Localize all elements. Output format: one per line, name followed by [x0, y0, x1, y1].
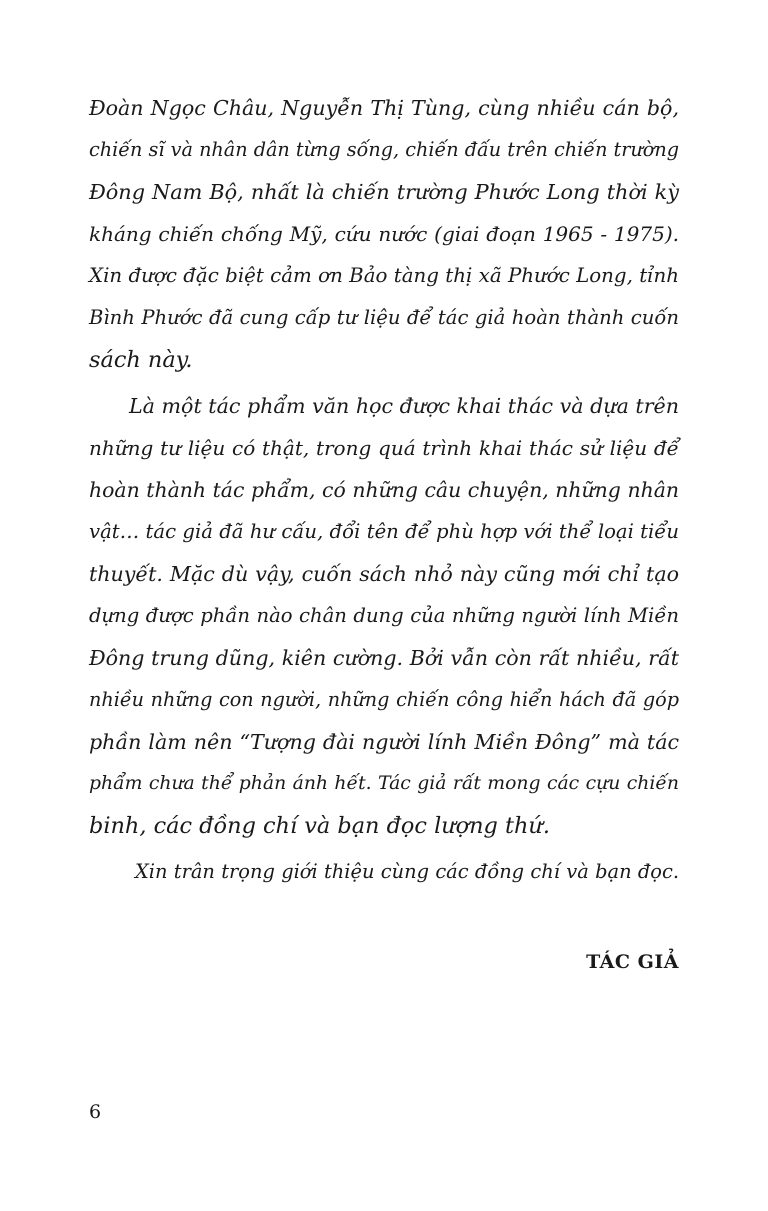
- text-line: Xin trân trọng giới thiệu cùng các đồng chí và bạn đọc.: [135, 860, 679, 883]
- text-line: Bình Phước đã cung cấp tư liệu để tác giả hoàn thành cuốn: [89, 306, 679, 329]
- text-line: binh, các đồng chí và bạn đọc lượng thứ.: [89, 813, 550, 839]
- text-line: Đông Nam Bộ, nhất là chiến trường Phước Long thời kỳ: [89, 180, 679, 204]
- text-line: Đoàn Ngọc Châu, Nguyễn Thị Tùng, cùng nhiều cán bộ,: [89, 96, 679, 120]
- text-line: phần làm nên “Tượng đài người lính Miền Đông” mà tác: [89, 730, 679, 754]
- text-line: Là một tác phẩm văn học được khai thác và dựa trên: [129, 394, 679, 418]
- text-line: thuyết. Mặc dù vậy, cuốn sách nhỏ này cũng mới chỉ tạo: [89, 562, 679, 586]
- text-line: nhiều những con người, những chiến công hiển hách đã góp: [89, 688, 679, 711]
- text-line: Đông trung dũng, kiên cường. Bởi vẫn còn rất nhiều, rất: [89, 646, 679, 670]
- text-line: phẩm chưa thể phản ánh hết. Tác giả rất mong các cựu chiến: [89, 773, 679, 794]
- text-line: hoàn thành tác phẩm, có những câu chuyện, những nhân: [89, 478, 679, 502]
- text-line: vật… tác giả đã hư cấu, đổi tên để phù hợp với thể loại tiểu: [89, 520, 679, 543]
- text-line: sách này.: [89, 347, 193, 373]
- page-number: 6: [89, 1101, 102, 1123]
- text-line: Xin được đặc biệt cảm ơn Bảo tàng thị xã Phước Long, tỉnh: [89, 264, 679, 287]
- paragraph-acknowledgements: [89, 87, 679, 381]
- text-line: những tư liệu có thật, trong quá trình khai thác sử liệu để: [89, 436, 679, 460]
- author-signature: TÁC GIẢ: [586, 951, 679, 973]
- text-line: dựng được phần nào chân dung của những người lính Miền: [89, 604, 679, 627]
- paragraph-disclaimer: [89, 385, 679, 847]
- text-line: chiến sĩ và nhân dân từng sống, chiến đấu trên chiến trường: [89, 138, 679, 161]
- text-line: kháng chiến chống Mỹ, cứu nước (giai đoạn 1965 - 1975).: [89, 222, 679, 246]
- paragraph-closing: [89, 851, 679, 893]
